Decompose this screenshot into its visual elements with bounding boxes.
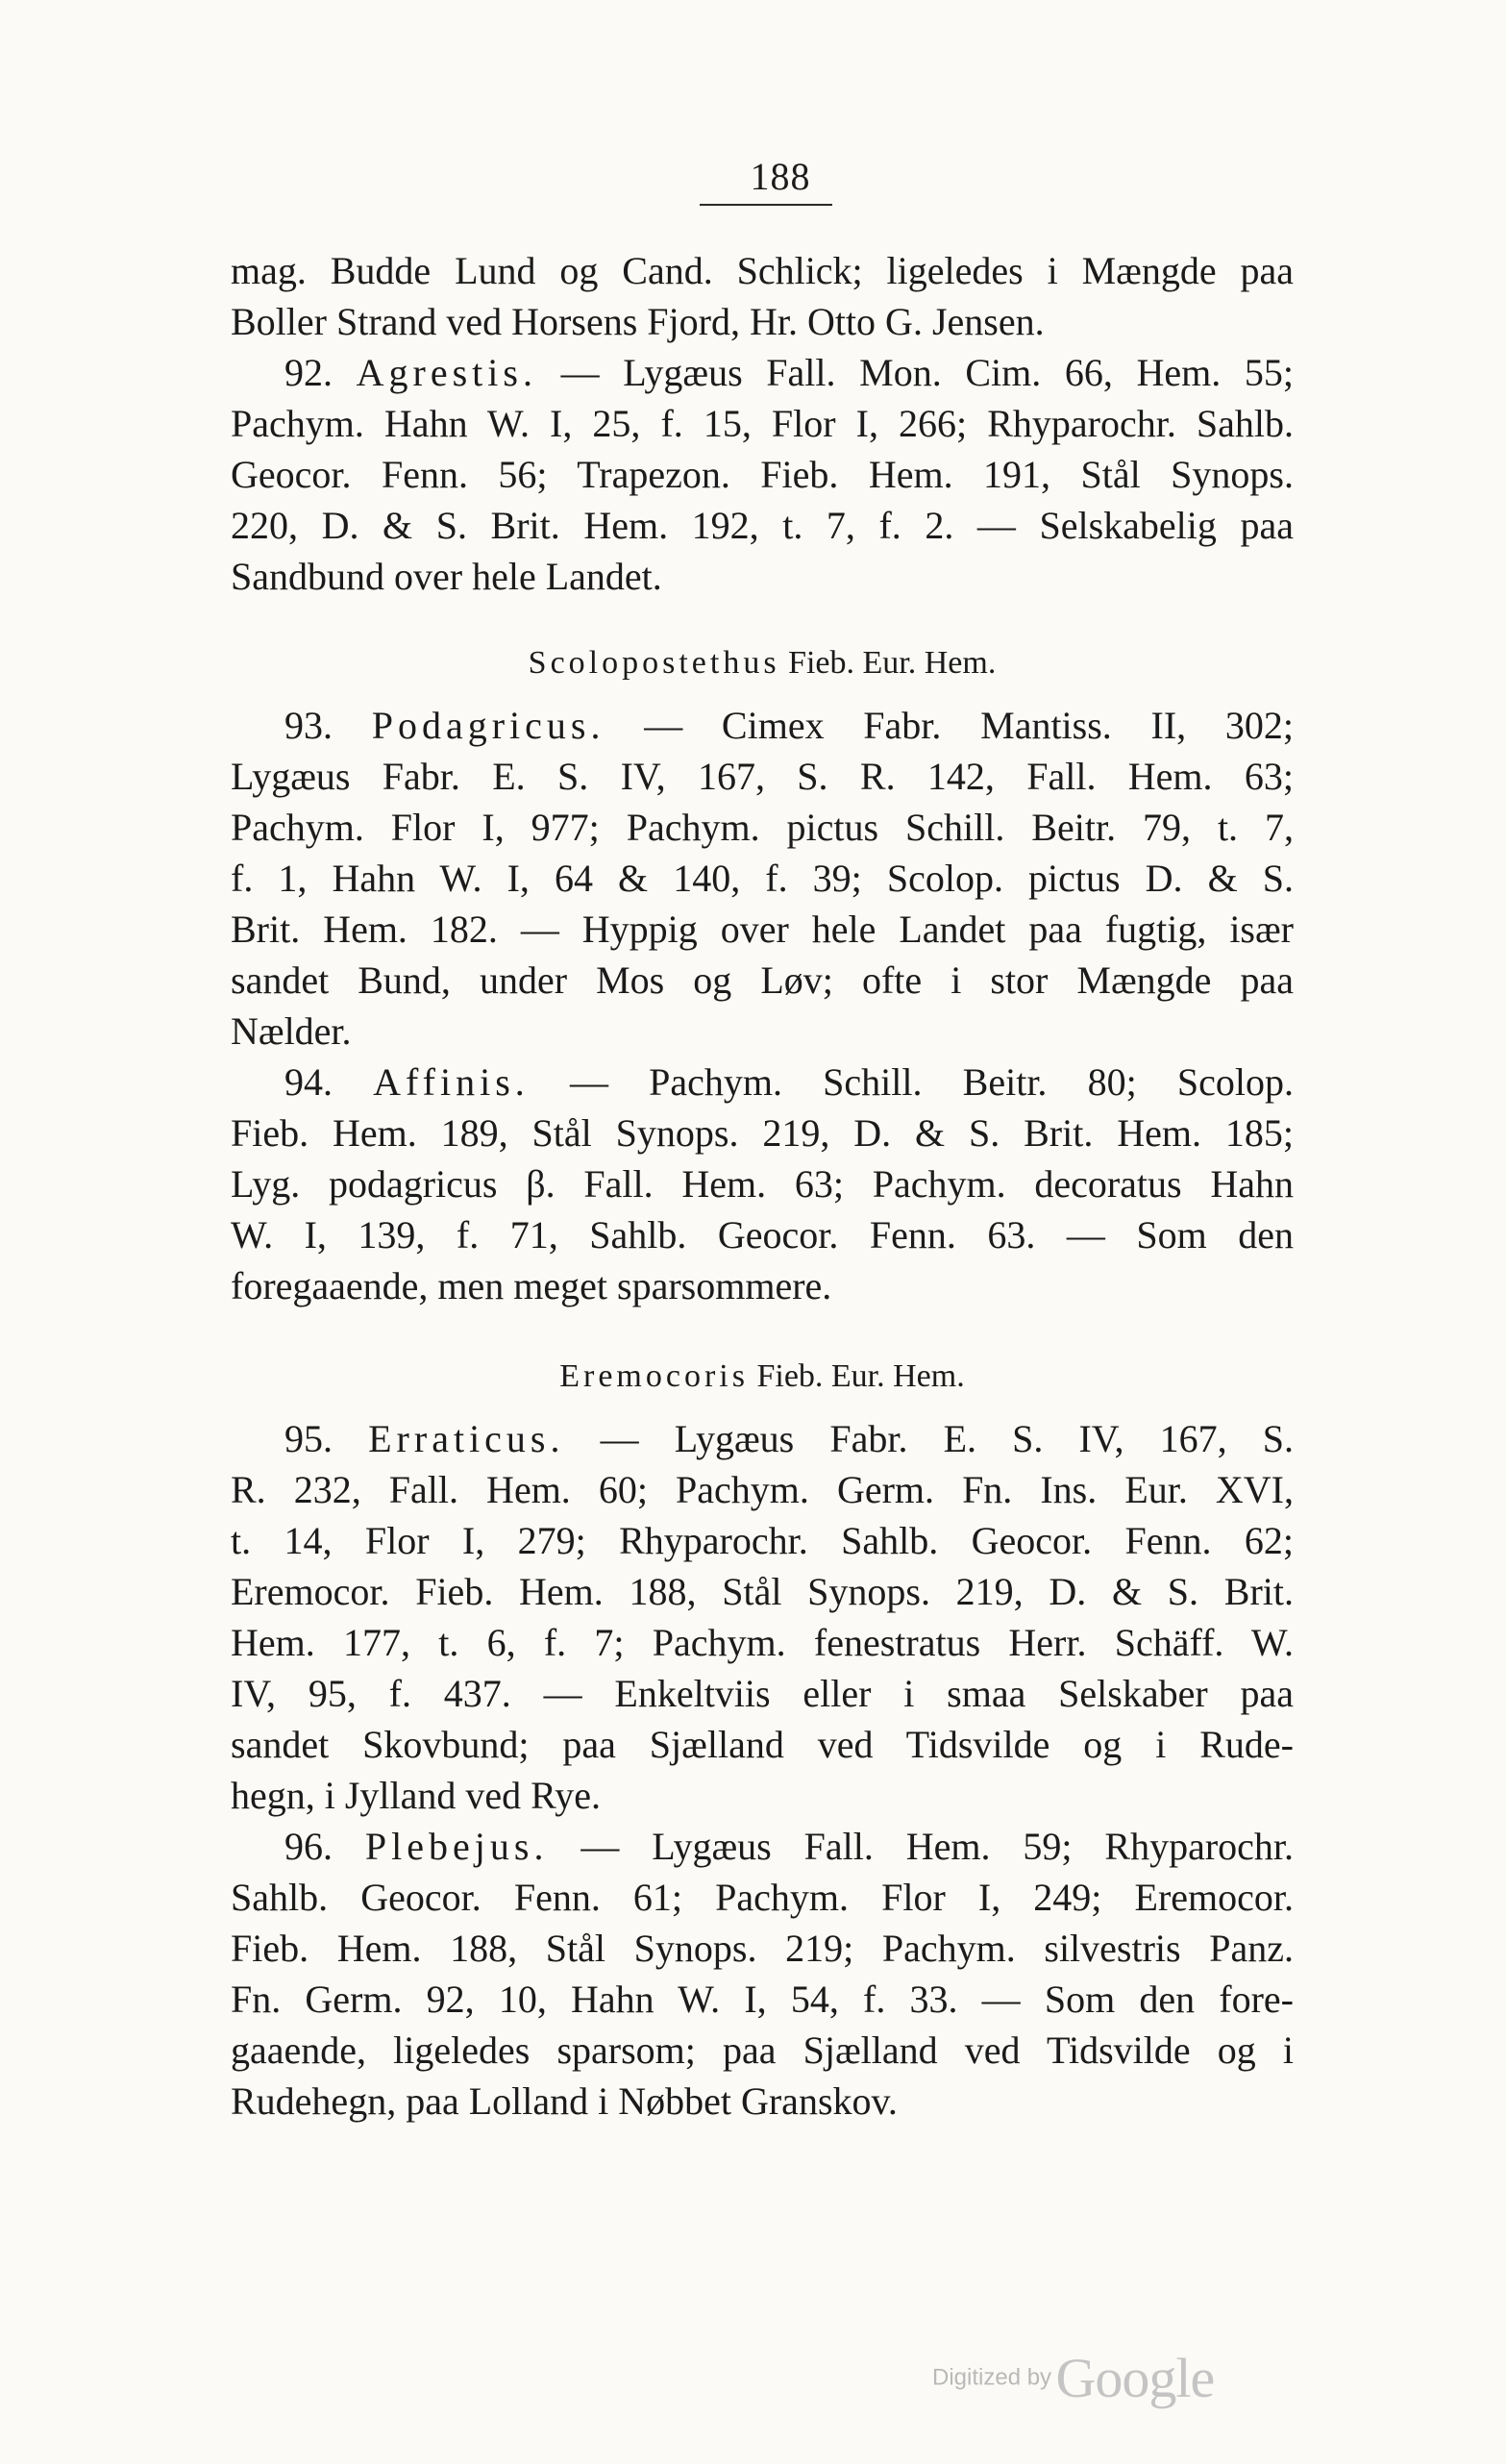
entry-text: — Lygæus Fabr. E. S. IV, 167, S.	[600, 1417, 1295, 1460]
genus-authority: Fieb. Eur. Hem.	[756, 1358, 965, 1394]
entry-first-line	[231, 1057, 1294, 1108]
entry-number: 92.	[284, 351, 333, 394]
text-line: Lygæus Fabr. E. S. IV, 167, S. R. 142, Fall. Hem. 63;	[231, 755, 1294, 798]
entry-text: — Pachym. Schill. Beitr. 80; Scolop.	[569, 1060, 1294, 1104]
genus-name: Eremocoris	[559, 1358, 749, 1394]
entry-text: — Cimex Fabr. Mantiss. II, 302;	[644, 704, 1294, 747]
page-number-rule	[700, 204, 832, 206]
species-name: Plebejus.	[364, 1825, 549, 1868]
text-line: Pachym. Hahn W. I, 25, f. 15, Flor I, 266; Rhyparochr. Sahlb.	[231, 402, 1294, 445]
text-line: Sahlb. Geocor. Fenn. 61; Pachym. Flor I, 249; Eremocor.	[231, 1876, 1294, 1919]
entry-first-line	[231, 347, 1294, 398]
page-number: 188	[750, 155, 811, 198]
species-name: Affinis.	[373, 1060, 530, 1104]
text-line: sandet Bund, under Mos og Løv; ofte i stor Mængde paa	[231, 958, 1294, 1002]
text-line: Fn. Germ. 92, 10, Hahn W. I, 54, f. 33. — Som den fore-	[231, 1978, 1294, 2021]
text-line: mag. Budde Lund og Cand. Schlick; ligeledes i Mængde paa	[231, 249, 1294, 292]
species-name: Agrestis.	[356, 351, 537, 394]
genus-name: Scolopostethus	[528, 645, 780, 681]
text-line: W. I, 139, f. 71, Sahlb. Geocor. Fenn. 63. — Som den	[231, 1213, 1294, 1257]
entry-94	[231, 1057, 1294, 1311]
text-line: Eremocor. Fieb. Hem. 188, Stål Synops. 219, D. & S. Brit.	[231, 1570, 1294, 1613]
text-line: Hem. 177, t. 6, f. 7; Pachym. fenestratus Herr. Schäff. W.	[231, 1621, 1294, 1664]
text-line: gaaende, ligeledes sparsom; paa Sjælland ved Tidsvilde og i	[231, 2028, 1294, 2072]
watermark-prefix: Digitized by	[932, 2364, 1052, 2391]
entry-92	[231, 347, 1294, 602]
text-line: Boller Strand ved Horsens Fjord, Hr. Otto G. Jensen.	[231, 300, 1045, 343]
text-line: Fieb. Hem. 188, Stål Synops. 219; Pachym. silvestris Panz.	[231, 1927, 1294, 1970]
text-line: Sandbund over hele Landet.	[231, 555, 662, 598]
genus-heading-eremocoris	[231, 1356, 1294, 1398]
text-line: f. 1, Hahn W. I, 64 & 140, f. 39; Scolop. pictus D. & S.	[231, 857, 1294, 900]
entry-96	[231, 1821, 1294, 2127]
genus-heading-scolopostethus	[231, 642, 1294, 684]
entry-text: — Lygæus Fall. Hem. 59; Rhyparochr.	[580, 1825, 1295, 1868]
continuation-paragraph	[231, 245, 1294, 347]
species-name: Erraticus.	[368, 1417, 565, 1460]
text-line: t. 14, Flor I, 279; Rhyparochr. Sahlb. Geocor. Fenn. 62;	[231, 1519, 1294, 1562]
entry-first-line	[231, 1821, 1294, 1872]
genus-authority: Fieb. Eur. Hem.	[788, 645, 997, 681]
entry-number: 96.	[284, 1825, 333, 1868]
species-name: Podagricus.	[371, 704, 605, 747]
entry-first-line	[231, 700, 1294, 751]
watermark-brand: Google	[1055, 2347, 1215, 2409]
entry-text: — Lygæus Fall. Mon. Cim. 66, Hem. 55;	[560, 351, 1294, 394]
text-line: Brit. Hem. 182. — Hyppig over hele Landet paa fugtig, især	[231, 908, 1294, 951]
digitized-by-google-watermark	[932, 2346, 1214, 2410]
text-line: Fieb. Hem. 189, Stål Synops. 219, D. & S. Brit. Hem. 185;	[231, 1111, 1294, 1155]
entry-number: 93.	[284, 704, 333, 747]
text-line: R. 232, Fall. Hem. 60; Pachym. Germ. Fn. Ins. Eur. XVI,	[231, 1468, 1294, 1511]
entry-first-line	[231, 1413, 1294, 1464]
text-line: Rudehegn, paa Lolland i Nøbbet Granskov.	[231, 2079, 898, 2123]
text-line: foregaaende, men meget sparsommere.	[231, 1264, 832, 1307]
text-line: IV, 95, f. 437. — Enkeltviis eller i smaa Selskaber paa	[231, 1672, 1294, 1715]
entry-95	[231, 1413, 1294, 1821]
entry-number: 95.	[284, 1417, 333, 1460]
text-line: Lyg. podagricus β. Fall. Hem. 63; Pachym. decoratus Hahn	[231, 1162, 1294, 1206]
text-line: 220, D. & S. Brit. Hem. 192, t. 7, f. 2. — Selskabelig paa	[231, 504, 1294, 547]
text-line: Pachym. Flor I, 977; Pachym. pictus Schill. Beitr. 79, t. 7,	[231, 806, 1294, 849]
text-line: Geocor. Fenn. 56; Trapezon. Fieb. Hem. 191, Stål Synops.	[231, 453, 1294, 496]
text-line: hegn, i Jylland ved Rye.	[231, 1774, 601, 1817]
entry-number: 94.	[284, 1060, 333, 1104]
text-line: Nælder.	[231, 1009, 352, 1053]
entry-93	[231, 700, 1294, 1057]
text-line: sandet Skovbund; paa Sjælland ved Tidsvilde og i Rude-	[231, 1723, 1294, 1766]
